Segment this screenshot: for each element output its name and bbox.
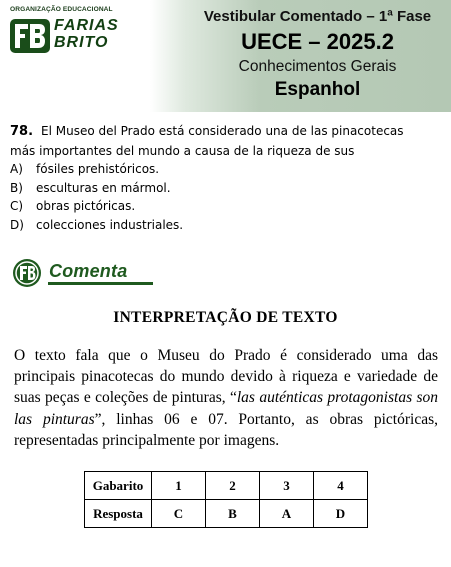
gabarito-cell: 2	[206, 472, 260, 500]
exam-subject: Espanhol	[274, 79, 361, 100]
comenta-underline	[48, 282, 153, 285]
commentary-part-2: ”, linhas 06 e 07. Portanto, as obras pictóricas, representadas principalmente por imagens.	[14, 410, 439, 449]
option-text: fósiles prehistóricos.	[36, 162, 160, 177]
exam-area: Conhecimentos Gerais	[238, 58, 397, 75]
farias-brito-logo	[10, 6, 160, 56]
question-stem-line-2: más importantes del mundo a causa de la riqueza de sus	[10, 143, 355, 158]
commentary-quote: las auténticas protagonistas son las pinturas	[14, 389, 438, 428]
fb-logo-icon	[10, 19, 50, 53]
option-text: esculturas en mármol.	[36, 180, 171, 195]
logo-org-text: ORGANIZAÇÃO EDUCACIONAL	[10, 6, 113, 13]
page-header	[0, 0, 451, 112]
answer-key-table	[84, 471, 368, 528]
commentary-part-1: O texto fala que o Museu do Prado é considerado uma das principais pinacotecas do mundo devido à riqueza e variedade de suas peças e coleções de pinturas, “	[14, 347, 438, 407]
gabarito-label: Gabarito	[85, 472, 152, 500]
option-c	[10, 197, 440, 216]
resposta-cell: A	[260, 500, 314, 528]
resposta-label: Resposta	[85, 500, 152, 528]
question-stem-text-1: El Museo del Prado está considerado una de las pinacotecas	[41, 124, 404, 138]
gabarito-cell: 1	[152, 472, 206, 500]
question-number: 78.	[10, 124, 34, 139]
resposta-cell: B	[206, 500, 260, 528]
exam-edition: UECE – 2025.2	[241, 29, 394, 54]
option-letter: B)	[10, 180, 23, 195]
option-a	[10, 160, 440, 179]
option-letter: C)	[10, 199, 24, 214]
question-stem-line-1	[10, 122, 440, 142]
table-row-gabarito	[85, 472, 368, 500]
gabarito-cell: 4	[314, 472, 368, 500]
logo-word-brito: BRITO	[54, 34, 109, 51]
resposta-cell: C	[152, 500, 206, 528]
section-title: INTERPRETAÇÃO DE TEXTO	[113, 309, 338, 326]
fb-mini-logo-icon	[12, 258, 42, 288]
comenta-label: Comenta	[49, 261, 128, 281]
option-text: obras pictóricas.	[36, 199, 136, 214]
table-row-resposta	[85, 500, 368, 528]
logo-word-farias: FARIAS	[54, 17, 119, 34]
option-text: colecciones industriales.	[36, 217, 184, 232]
option-b	[10, 179, 440, 198]
comenta-heading	[12, 258, 152, 288]
resposta-cell: D	[314, 500, 368, 528]
option-letter: A)	[10, 162, 23, 177]
option-letter: D)	[10, 217, 24, 232]
gabarito-cell: 3	[260, 472, 314, 500]
exam-title: Vestibular Comentado – 1ª Fase	[203, 8, 432, 25]
option-d	[10, 216, 440, 235]
commentary-paragraph	[14, 345, 438, 451]
question-block	[10, 122, 440, 235]
